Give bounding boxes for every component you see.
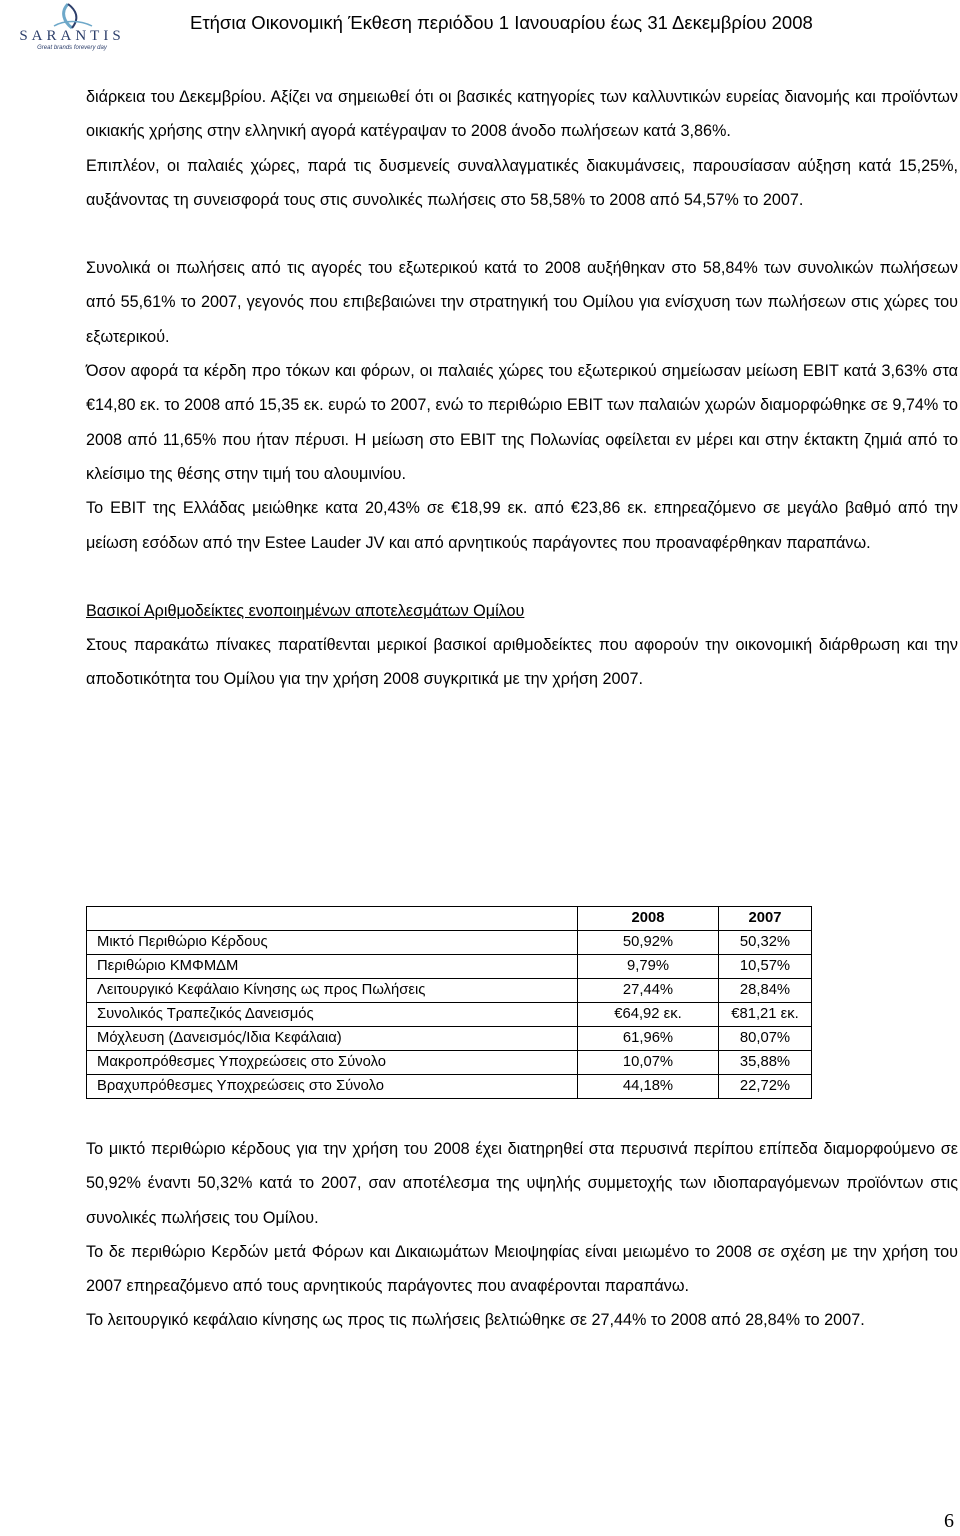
table-cell: 44,18% <box>578 1075 719 1099</box>
paragraph: Συνολικά οι πωλήσεις από τις αγορές του εξωτερικού κατά το 2008 αυξήθηκαν στο 58,84% των συνολικών πωλήσεων από 55,61% το 2007, γεγονός που επιβεβαιώνει την στρατηγική του Ομίλου για ενίσχυση των πωλήσεων στις χώρες του εξωτερικού. <box>86 259 958 346</box>
section-heading: Βασικοί Αριθμοδείκτες ενοποιημένων αποτελεσμάτων Ομίλου <box>86 601 525 620</box>
table-cell: 50,92% <box>578 931 719 955</box>
table-cell: 22,72% <box>719 1075 812 1099</box>
table-cell: 27,44% <box>578 979 719 1003</box>
table-row <box>87 955 812 979</box>
closing-text <box>86 1132 958 1338</box>
paragraph: Όσον αφορά τα κέρδη προ τόκων και φόρων, οι παλαιές χώρες του εξωτερικού σημείωσαν μείωση EBIT κατά 3,63% στα €14,80 εκ. το 2008 από 15,35 εκ. ευρώ το 2007, ενώ το περιθώριο EBIT των παλαιών χωρών διαμορφώθηκε σε 9,74% το 2008 από 11,65% που ήταν πέρυσι. Η μείωση στο EBIT της Πολωνίας οφείλεται εν μέρει και στην έκτακτη ζημιά από το κλείσιμο της θέσης στην τιμή του αλουμινίου. <box>86 362 958 483</box>
table-cell: Βραχυπρόθεσμες Υποχρεώσεις στο Σύνολο <box>87 1075 578 1099</box>
table-row <box>87 1075 812 1099</box>
table-cell: 9,79% <box>578 955 719 979</box>
page-header <box>0 0 960 56</box>
kpi-table <box>86 906 812 1099</box>
table-header-row <box>87 907 812 931</box>
report-title: Ετήσια Οικονομική Έκθεση περιόδου 1 Ιανουαρίου έως 31 Δεκεμβρίου 2008 <box>190 12 813 33</box>
logo-wordmark: SARANTIS <box>19 28 125 44</box>
table-header-cell: 2008 <box>578 907 719 931</box>
table-cell: 10,57% <box>719 955 812 979</box>
table-cell: 28,84% <box>719 979 812 1003</box>
table-row <box>87 1051 812 1075</box>
logo-tagline: Great brands forevery day <box>37 45 107 51</box>
paragraph: Το λειτουργικό κεφάλαιο κίνησης ως προς τις πωλήσεις βελτιώθηκε σε 27,44% το 2008 από 28,84% το 2007. <box>86 1311 865 1330</box>
table-cell: Μικτό Περιθώριο Κέρδους <box>87 931 578 955</box>
table-cell: Μακροπρόθεσμες Υποχρεώσεις στο Σύνολο <box>87 1051 578 1075</box>
table-cell: 35,88% <box>719 1051 812 1075</box>
table-cell: 50,32% <box>719 931 812 955</box>
table-header-cell <box>87 907 578 931</box>
table-cell: 61,96% <box>578 1027 719 1051</box>
table-row <box>87 1003 812 1027</box>
body-text <box>86 80 958 697</box>
page-number: 6 <box>944 1510 954 1532</box>
section-intro: Στους παρακάτω πίνακες παρατίθενται μερικοί βασικοί αριθμοδείκτες που αφορούν την οικονομική διάρθρωση και την αποδοτικότητα του Ομίλου για την χρήση 2008 συγκριτικά με την χρήση 2007. <box>86 636 958 689</box>
logo-swirl-icon <box>46 2 98 30</box>
table-cell: Λειτουργικό Κεφάλαιο Κίνησης ως προς Πωλήσεις <box>87 979 578 1003</box>
paragraph: διάρκεια του Δεκεμβρίου. Αξίζει να σημειωθεί ότι οι βασικές κατηγορίες των καλλυντικών ευρείας διανομής και προϊόντων οικιακής χρήσης στην ελληνική αγορά κατέγραψαν το 2008 άνοδο πωλήσεων κατά 3,86%. <box>86 88 958 141</box>
table-cell: Μόχλευση (Δανεισμός/Ιδια Κεφάλαια) <box>87 1027 578 1051</box>
table-cell: €81,21 εκ. <box>719 1003 812 1027</box>
company-logo <box>6 2 138 52</box>
table-row <box>87 1027 812 1051</box>
paragraph: Το EBIT της Ελλάδας μειώθηκε κατα 20,43% σε €18,99 εκ. από €23,86 εκ. επηρεαζόμενο σε μεγάλο βαθμό από την μείωση εσόδων από την Estee Lauder JV και από αρνητικούς παράγοντες που προαναφέρθηκαν παραπάνω. <box>86 499 958 552</box>
table-cell: Συνολικός Τραπεζικός Δανεισμός <box>87 1003 578 1027</box>
table-row <box>87 931 812 955</box>
table-header-cell: 2007 <box>719 907 812 931</box>
table-row <box>87 979 812 1003</box>
table-cell: €64,92 εκ. <box>578 1003 719 1027</box>
table-cell: 80,07% <box>719 1027 812 1051</box>
paragraph: Το δε περιθώριο Κερδών μετά Φόρων και Δικαιωμάτων Μειοψηφίας είναι μειωμένο το 2008 σε σχέση με την χρήση του 2007 επηρεαζόμενο από τους αρνητικούς παράγοντες που αναφέρονται παραπάνω. <box>86 1242 958 1296</box>
paragraph: Επιπλέον, οι παλαιές χώρες, παρά τις δυσμενείς συναλλαγματικές διακυμάνσεις, παρουσίασαν αύξηση κατά 15,25%, αυξάνοντας τη συνεισφορά τους στις συνολικές πωλήσεις στο 58,58% το 2008 από 54,57% το 2007. <box>86 156 958 209</box>
paragraph: Το μικτό περιθώριο κέρδους για την χρήση του 2008 έχει διατηρηθεί στα περυσινά περίπου επίπεδα διαμορφούμενο σε 50,92% έναντι 50,32% κατά το 2007, σαν αποτέλεσμα της υψηλής συμμετοχής των ιδιοπαραγόμενων προϊόντων στις συνολικές πωλήσεις του Ομίλου. <box>86 1140 958 1227</box>
table-cell: 10,07% <box>578 1051 719 1075</box>
table-cell: Περιθώριο ΚΜΦΜΔΜ <box>87 955 578 979</box>
